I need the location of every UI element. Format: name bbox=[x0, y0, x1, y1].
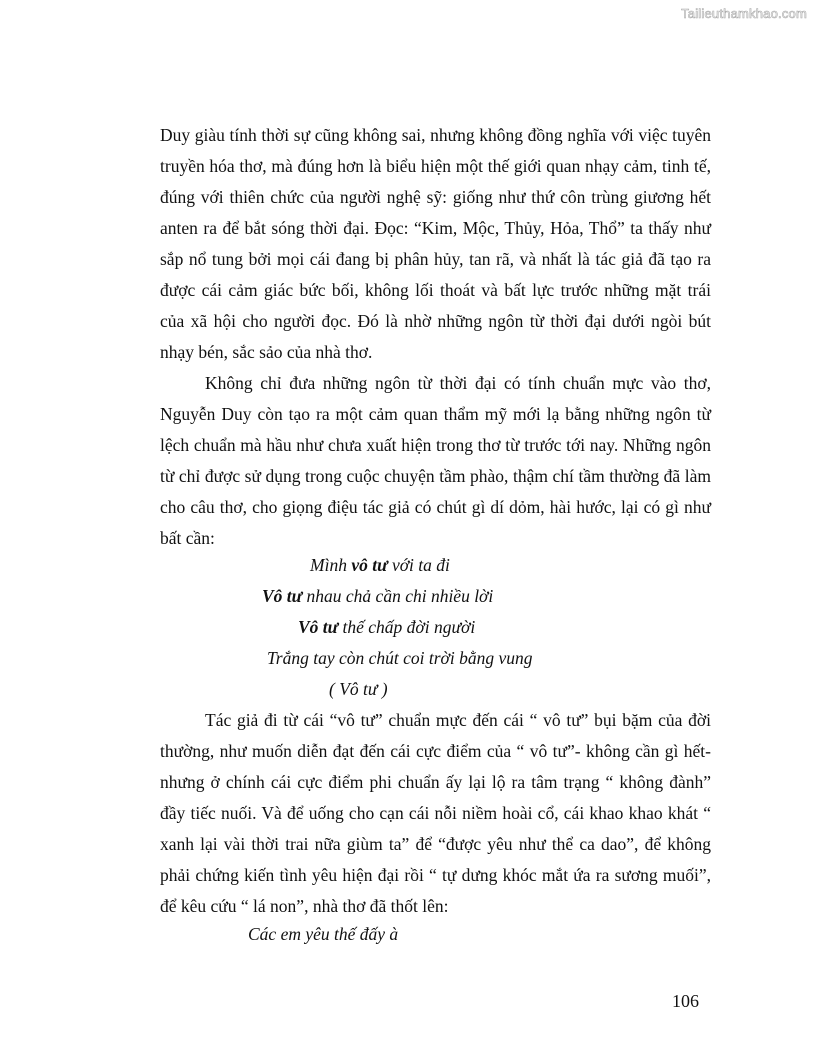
poem-text: thế chấp đời người bbox=[338, 617, 476, 637]
paragraph-line: sắp nổ tung bởi mọi cái đang bị phân hủy, tan rã, và nhất là tác giả đã tạo ra bbox=[160, 249, 711, 269]
paragraph-line: từ chỉ được sử dụng trong cuộc chuyện tầm phào, thậm chí tầm thường đã làm bbox=[160, 466, 711, 486]
paragraph-line: đúng với thiên chức của người nghệ sỹ: giống như thứ côn trùng giương hết bbox=[160, 187, 711, 207]
poem-line bbox=[298, 615, 475, 639]
poem-text: Mình bbox=[310, 555, 352, 575]
paragraph-line: truyền hóa thơ, mà đúng hơn là biểu hiện một thế giới quan nhạy cảm, tinh tế, bbox=[160, 156, 711, 176]
paragraph-line: phải chứng kiến tình yêu hiện đại rồi “ tự dưng khóc mắt ứa ra sương muối”, bbox=[160, 865, 711, 885]
paragraph-line: Nguyễn Duy còn tạo ra một cảm quan thẩm mỹ mới lạ bằng những ngôn từ bbox=[160, 404, 711, 424]
paragraph-line: để kêu cứu “ lá non”, nhà thơ đã thốt lên: bbox=[160, 896, 449, 916]
paragraph-line: của xã hội cho người đọc. Đó là nhờ những ngôn từ thời đại dưới ngòi bút bbox=[160, 311, 711, 331]
poem-text: với ta đi bbox=[387, 555, 450, 575]
paragraph-line: bất cần: bbox=[160, 528, 215, 548]
paragraph-line: đầy tiếc nuối. Và để uống cho cạn cái nỗi niềm hoài cổ, cái khao khao khát “ bbox=[160, 803, 711, 823]
poem-emphasis: vô tư bbox=[351, 555, 388, 575]
paragraph-line: cho câu thơ, cho giọng điệu tác giả có chút gì dí dỏm, hài hước, lại có gì như bbox=[160, 497, 711, 517]
poem-text: nhau chả cần chi nhiều lời bbox=[302, 586, 494, 606]
paragraph-line: nhưng ở chính cái cực điểm phi chuẩn ấy lại lộ ra tâm trạng “ không đành” bbox=[160, 772, 711, 792]
poem-line bbox=[262, 584, 493, 608]
paragraph-line: Duy giàu tính thời sự cũng không sai, nhưng không đồng nghĩa với việc tuyên bbox=[160, 125, 711, 145]
paragraph-line: nhạy bén, sắc sảo của nhà thơ. bbox=[160, 342, 373, 362]
paragraph-line: anten ra để bắt sóng thời đại. Đọc: “Kim, Mộc, Thủy, Hỏa, Thổ” ta thấy như bbox=[160, 218, 711, 238]
poem-line: Trắng tay còn chút coi trời bằng vung bbox=[267, 648, 533, 668]
paragraph-line: Không chỉ đưa những ngôn từ thời đại có tính chuẩn mực vào thơ, bbox=[205, 373, 711, 393]
paragraph-line: Tác giả đi từ cái “vô tư” chuẩn mực đến cái “ vô tư” bụi bặm của đời bbox=[205, 710, 711, 730]
paragraph-line: lệch chuẩn mà hầu như chưa xuất hiện trong thơ từ trước tới nay. Những ngôn bbox=[160, 435, 711, 455]
poem-source: ( Vô tư ) bbox=[329, 679, 388, 699]
paragraph-line: thường, như muốn diễn đạt đến cái cực điểm của “ vô tư”- không cần gì hết- bbox=[160, 741, 711, 761]
paragraph-line: được cái cảm giác bức bối, không lối thoát và bất lực trước những mặt trái bbox=[160, 280, 711, 300]
poem-line: Các em yêu thế đấy à bbox=[248, 924, 399, 944]
poem-line bbox=[310, 553, 450, 577]
watermark: Tailieuthamkhao.com bbox=[681, 6, 807, 21]
poem-emphasis: Vô tư bbox=[262, 586, 303, 606]
poem-emphasis: Vô tư bbox=[298, 617, 339, 637]
page-number: 106 bbox=[672, 991, 699, 1011]
paragraph-line: xanh lại vài thời trai nữa giùm ta” để “được yêu như thể ca dao”, để không bbox=[160, 834, 711, 854]
